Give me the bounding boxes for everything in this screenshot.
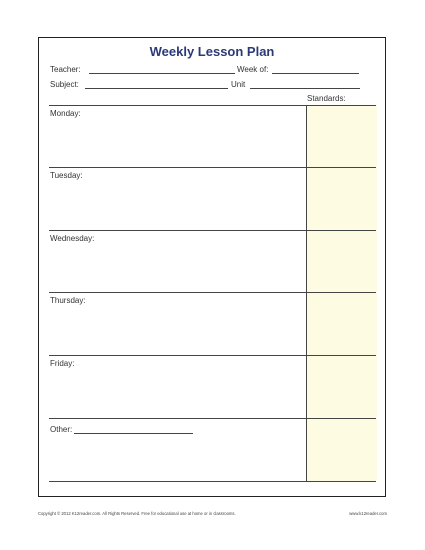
standards-header: Standards: bbox=[307, 94, 346, 103]
day-label-friday: Friday: bbox=[50, 359, 75, 368]
day-label-tuesday: Tuesday: bbox=[50, 171, 83, 180]
row-divider bbox=[49, 292, 376, 293]
day-label-thursday: Thursday: bbox=[50, 296, 86, 305]
row-divider bbox=[49, 230, 376, 231]
day-label-wednesday: Wednesday: bbox=[50, 234, 95, 243]
website-link[interactable]: www.k12reader.com bbox=[349, 511, 387, 516]
teacher-label: Teacher: bbox=[50, 65, 81, 74]
other-field-line[interactable] bbox=[74, 433, 193, 434]
row-divider-bottom bbox=[49, 481, 376, 482]
subject-field-line[interactable] bbox=[85, 88, 228, 89]
day-label-monday: Monday: bbox=[50, 109, 81, 118]
row-divider bbox=[49, 167, 376, 168]
row-divider bbox=[49, 355, 376, 356]
worksheet-frame bbox=[38, 37, 386, 497]
page-title: Weekly Lesson Plan bbox=[149, 44, 275, 59]
unit-label: Unit bbox=[231, 80, 246, 89]
row-divider bbox=[49, 418, 376, 419]
teacher-field-line[interactable] bbox=[89, 73, 235, 74]
week-of-field-line[interactable] bbox=[272, 73, 359, 74]
unit-field-line[interactable] bbox=[250, 88, 360, 89]
standards-column[interactable] bbox=[306, 105, 377, 481]
week-of-label: Week of: bbox=[237, 65, 269, 74]
other-label: Other: bbox=[50, 425, 73, 434]
row-divider-top bbox=[49, 105, 376, 106]
copyright-notice: Copyright © 2012 K12reader.com. All Rights Reserved. Free for educational use at home or in classrooms. bbox=[38, 511, 236, 516]
subject-label: Subject: bbox=[50, 80, 79, 89]
